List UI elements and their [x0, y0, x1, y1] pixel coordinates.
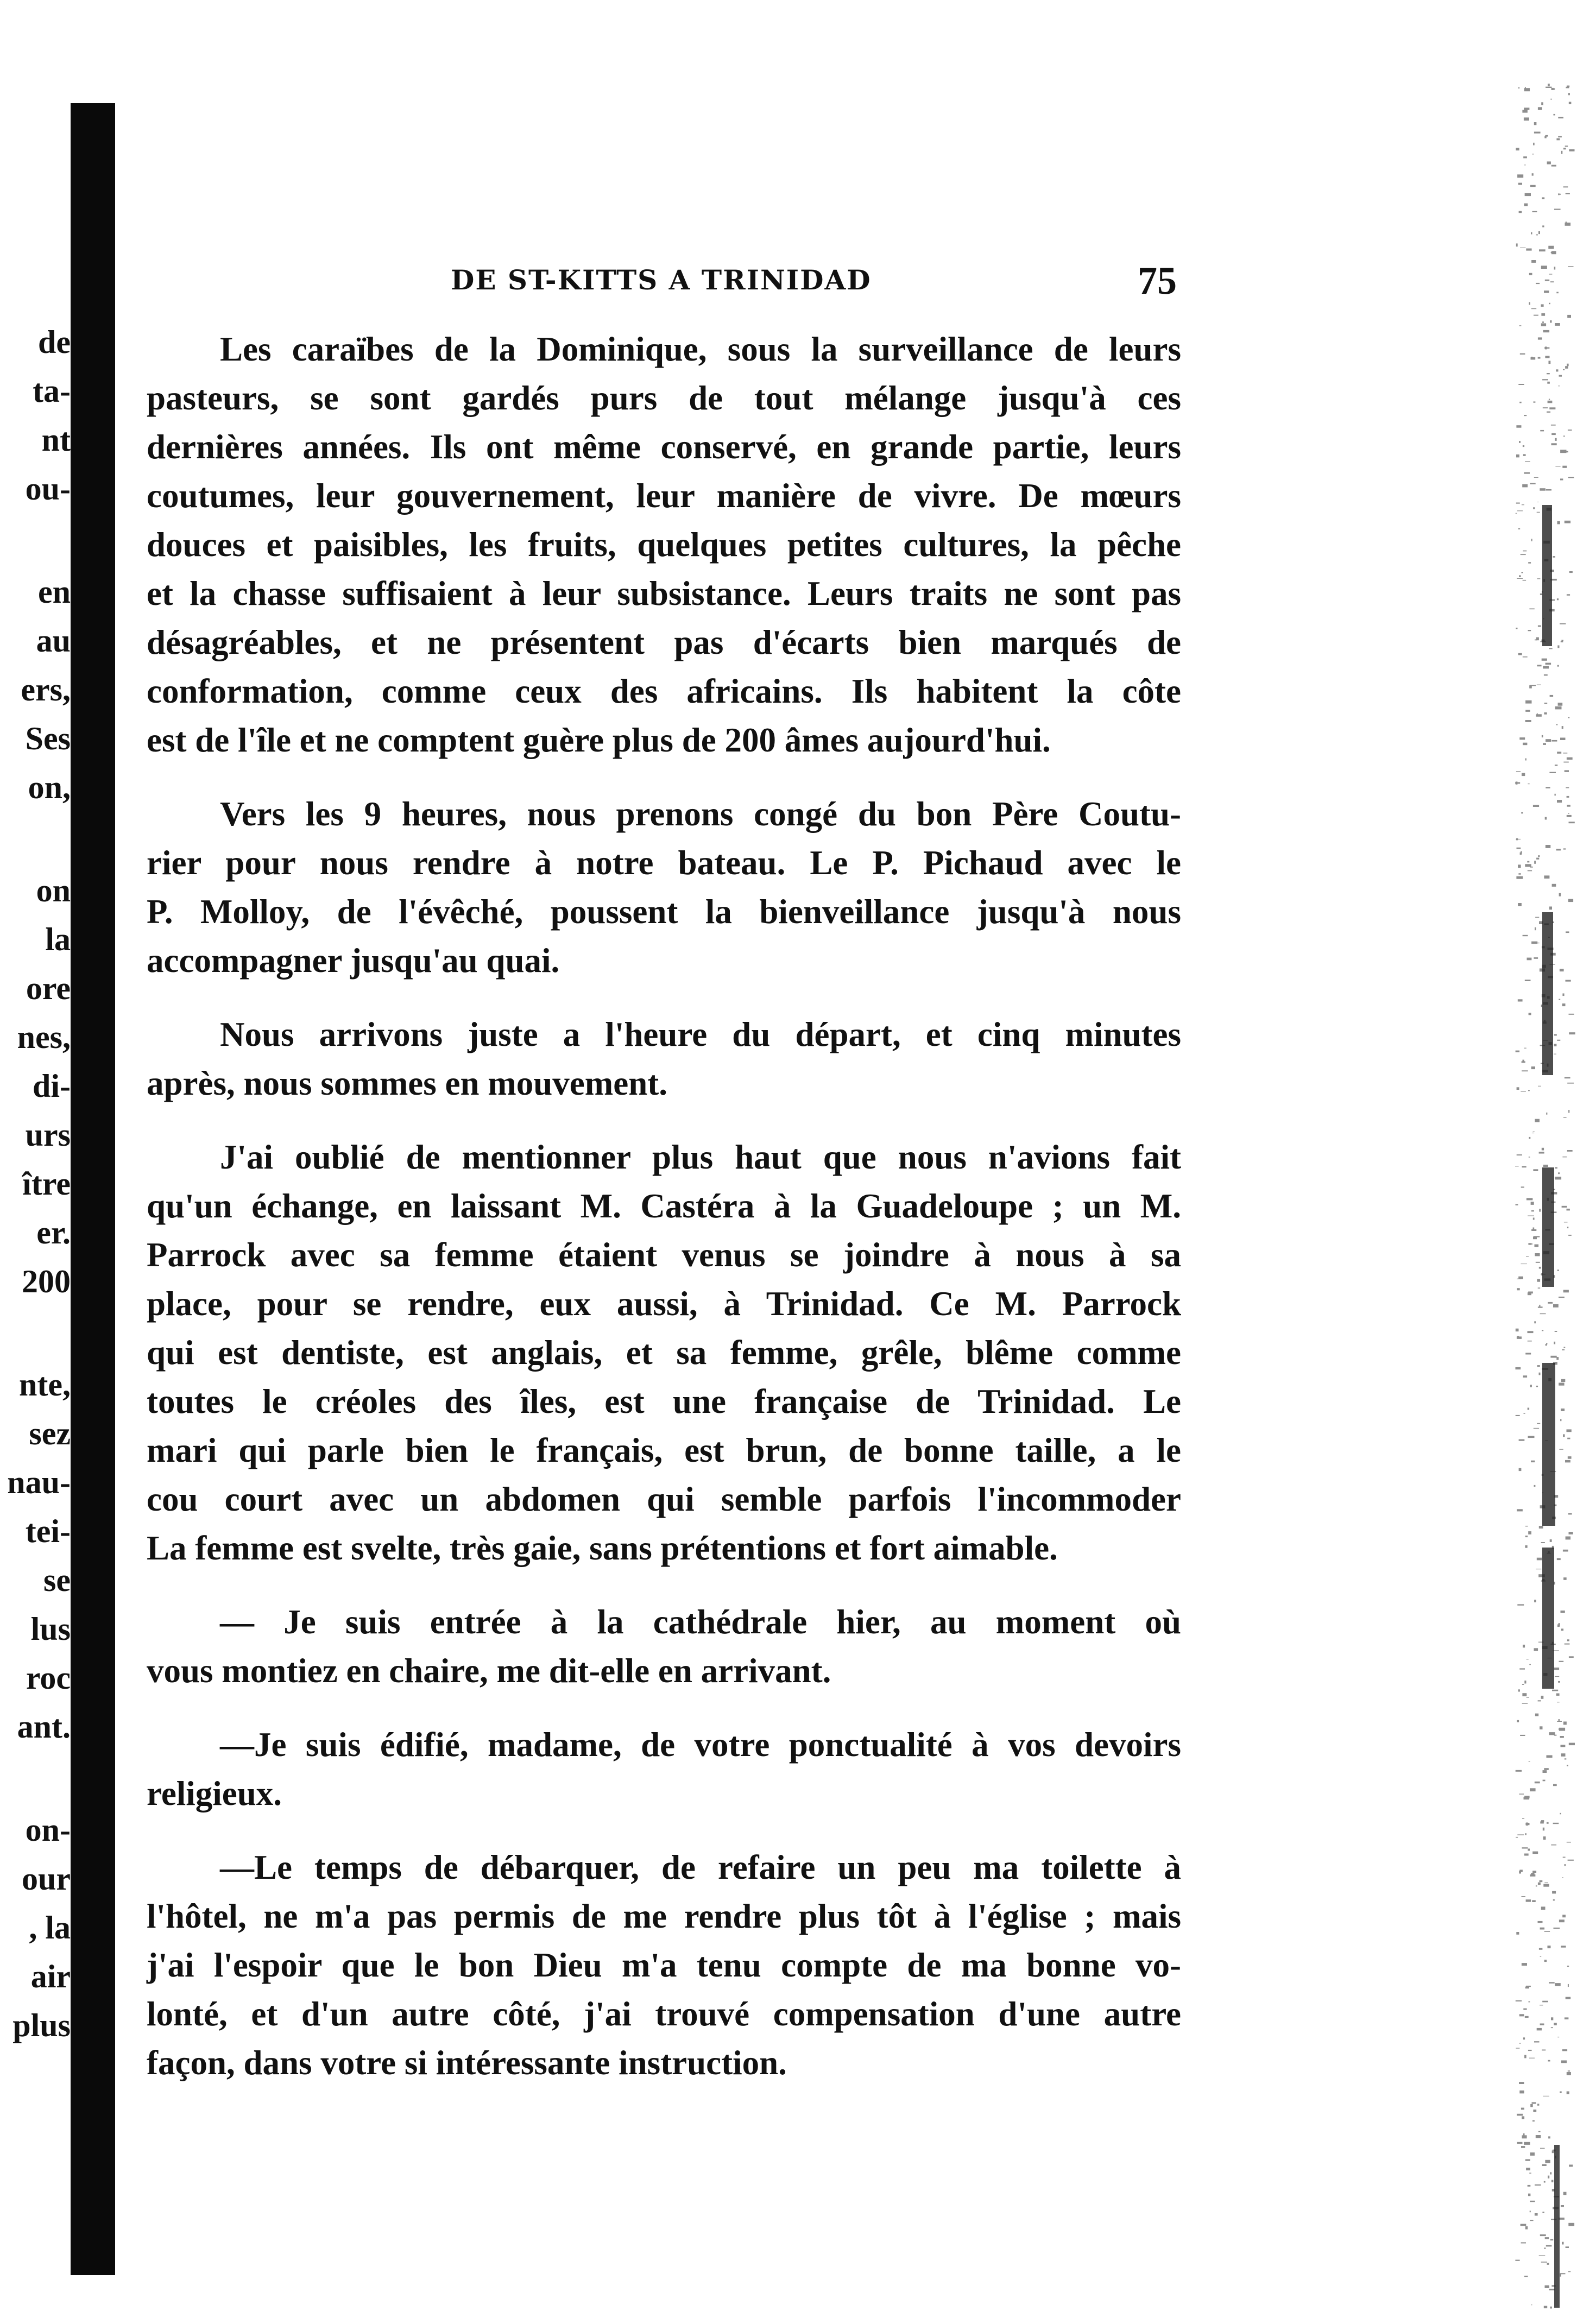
text-line: J'ai oublié de mentionner plus haut que nous n'avions fait: [220, 1138, 1181, 1176]
text-line: rier pour nous rendre à notre bateau. Le P. Pichaud avec le: [147, 844, 1181, 882]
facing-page-fragment: ant.: [17, 1709, 71, 1745]
text-line: toutes le créoles des îles, est une française de Trinidad. Le: [147, 1382, 1181, 1420]
text-line: qu'un échange, en laissant M. Castéra à la Guadeloupe ; un M.: [147, 1187, 1181, 1225]
facing-page-fragment: ta-: [33, 373, 71, 409]
text-line: façon, dans votre si intéressante instruction.: [147, 2044, 787, 2082]
facing-page-fragment: urs: [25, 1117, 71, 1153]
text-line: est de l'île et ne comptent guère plus de 200 âmes aujourd'hui.: [147, 721, 1051, 759]
facing-page-fragment: nt: [41, 422, 71, 458]
text-line: cou court avec un abdomen qui semble parfois l'incommoder: [147, 1480, 1181, 1518]
text-line: et la chasse suffisaient à leur subsistance. Leurs traits ne sont pas: [147, 574, 1181, 612]
text-line: Vers les 9 heures, nous prenons congé du bon Père Coutu-: [220, 795, 1181, 833]
text-line: Parrock avec sa femme étaient venus se joindre à nous à sa: [147, 1236, 1181, 1274]
text-line: Les caraïbes de la Dominique, sous la surveillance de leurs: [220, 330, 1181, 368]
running-title: DE ST-KITTS A TRINIDAD: [451, 264, 872, 296]
facing-page-fragment: se: [43, 1562, 71, 1598]
facing-page-fragment: on,: [28, 769, 71, 805]
text-line: coutumes, leur gouvernement, leur manière de vivre. De mœurs: [147, 477, 1181, 515]
facing-page-fragment: di-: [32, 1068, 71, 1104]
facing-page-fragment: on-: [25, 1812, 71, 1848]
book-binding-shadow: [71, 103, 115, 2275]
page-number: 75: [1138, 259, 1177, 302]
facing-page-fragment: nau-: [7, 1464, 71, 1500]
facing-page-fragment: our: [22, 1861, 71, 1897]
paragraph: [147, 1133, 1181, 1573]
facing-page-fragment: la: [45, 921, 71, 957]
text-line: mari qui parle bien le français, est brun, de bonne taille, a le: [147, 1431, 1181, 1469]
facing-page-fragment: ers,: [21, 672, 71, 708]
text-line: j'ai l'espoir que le bon Dieu m'a tenu compte de ma bonne vo-: [147, 1946, 1181, 1984]
page-header: [147, 258, 1178, 302]
paragraph: [147, 1843, 1181, 2087]
facing-page-fragment: plus: [12, 2007, 71, 2043]
text-line: lonté, et d'un autre côté, j'ai trouvé compensation d'une autre: [147, 1995, 1181, 2033]
text-line: Nous arrivons juste a l'heure du départ, et cinq minutes: [220, 1015, 1181, 1053]
facing-page-fragment: nes,: [17, 1019, 71, 1055]
text-line: l'hôtel, ne m'a pas permis de me rendre plus tôt à l'église ; mais: [147, 1897, 1181, 1935]
facing-page-fragment: air: [30, 1959, 71, 1994]
paragraph: [147, 790, 1181, 985]
facing-page-fragment: nte,: [19, 1367, 71, 1403]
text-line: —Je suis édifié, madame, de votre ponctualité à vos devoirs: [220, 1726, 1181, 1764]
facing-page-fragment: lus: [30, 1611, 71, 1647]
facing-page-fragment: ore: [26, 970, 71, 1006]
text-line: dernières années. Ils ont même conservé, en grande partie, leurs: [147, 428, 1181, 466]
facing-page-fragment: sez: [29, 1416, 71, 1451]
text-line: La femme est svelte, très gaie, sans prétentions et fort aimable.: [147, 1529, 1058, 1567]
text-line: douces et paisibles, les fruits, quelques petites cultures, la pêche: [147, 526, 1181, 564]
paragraph: [147, 1597, 1181, 1695]
facing-page-fragment: en: [38, 574, 71, 610]
facing-page-margin: [0, 0, 71, 2324]
facing-page-fragment: er.: [36, 1215, 71, 1251]
paragraph: [147, 325, 1181, 765]
facing-page-fragment: 200: [22, 1264, 71, 1299]
text-line: vous montiez en chaire, me dit-elle en arrivant.: [147, 1652, 831, 1690]
text-line: pasteurs, se sont gardés purs de tout mélange jusqu'à ces: [147, 379, 1181, 417]
facing-page-fragment: au: [36, 623, 71, 659]
paragraph: [147, 1010, 1181, 1108]
text-line: religieux.: [147, 1774, 282, 1813]
text-line: accompagner jusqu'au quai.: [147, 942, 560, 980]
facing-page-fragment: tei-: [25, 1513, 71, 1549]
facing-page-fragment: de: [38, 324, 71, 360]
facing-page-fragment: roc: [26, 1660, 71, 1696]
body-text: [147, 325, 1181, 2112]
text-line: désagréables, et ne présentent pas d'écarts bien marqués de: [147, 623, 1181, 661]
facing-page-fragment: ou-: [25, 471, 71, 507]
text-line: après, nous sommes en mouvement.: [147, 1064, 667, 1102]
facing-page-fragment: ître: [22, 1166, 71, 1202]
text-line: conformation, comme ceux des africains. Ils habitent la côte: [147, 672, 1181, 710]
text-line: —Le temps de débarquer, de refaire un peu ma toilette à: [220, 1848, 1181, 1886]
facing-page-fragment: , la: [29, 1910, 71, 1946]
text-line: — Je suis entrée à la cathédrale hier, au moment où: [220, 1603, 1181, 1641]
text-line: P. Molloy, de l'évêché, poussent la bienveillance jusqu'à nous: [147, 893, 1181, 931]
text-line: place, pour se rendre, eux aussi, à Trinidad. Ce M. Parrock: [147, 1285, 1181, 1323]
facing-page-fragment: Ses: [25, 721, 71, 756]
scan-edge-noise: [1461, 81, 1577, 2319]
paragraph: [147, 1720, 1181, 1818]
facing-page-fragment: on: [36, 873, 71, 908]
text-line: qui est dentiste, est anglais, et sa femme, grêle, blême comme: [147, 1334, 1181, 1372]
